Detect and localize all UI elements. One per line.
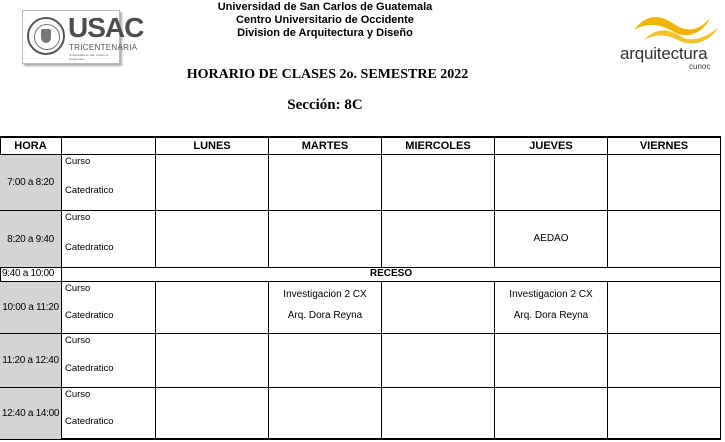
schedule-cell [382, 282, 495, 334]
arquitectura-logo-subtitle: cunoc [689, 62, 711, 71]
schedule-cell [269, 388, 382, 440]
row-labels [62, 211, 156, 268]
institution-university: Universidad de San Carlos de Guatemala [217, 1, 433, 13]
schedule-cell [495, 282, 608, 334]
schedule-cell [156, 282, 269, 334]
teacher-label: Catedratico [65, 185, 114, 196]
schedule-cell [608, 334, 721, 388]
usac-logo-tagline: Universidad de San Carlos de Guatemala [69, 53, 109, 61]
page-title: HORARIO DE CLASES 2o. SEMESTRE 2022 [186, 67, 469, 82]
course-label: Curso [65, 212, 91, 223]
arquitectura-logo [612, 8, 724, 72]
day-header-jueves: JUEVES [495, 138, 608, 155]
schedule-cell [608, 211, 721, 268]
teacher-name: Arq. Dora Reyna [513, 310, 589, 321]
section-label: Sección: 8C [287, 97, 363, 113]
institution-division: Division de Arquitectura y Diseño [237, 27, 413, 39]
course-name: AEDAO [533, 233, 569, 244]
time-slot: 8:20 a 9:40 [0, 211, 62, 268]
course-label: Curso [65, 335, 91, 346]
break-label: RECESO [62, 268, 721, 282]
schedule-cell [495, 211, 608, 268]
schedule-cell [495, 334, 608, 388]
institution-center: Centro Universitario de Occidente [236, 14, 414, 26]
schedule-cell [608, 388, 721, 440]
time-slot: 12:40 a 14:00 [0, 388, 62, 440]
university-seal-icon [27, 17, 65, 55]
teacher-label: Catedratico [65, 310, 114, 321]
break-time: 9:40 a 10:00 [0, 268, 62, 282]
day-header-martes: MARTES [269, 138, 382, 155]
schedule-cell [382, 211, 495, 268]
time-slot: 11:20 a 12:40 [0, 334, 62, 388]
schedule-cell [269, 282, 382, 334]
schedule-cell [382, 155, 495, 211]
schedule-cell [269, 155, 382, 211]
row-labels [62, 334, 156, 388]
schedule-table [0, 136, 721, 440]
schedule-cell [608, 155, 721, 211]
teacher-label: Catedratico [65, 416, 114, 427]
day-header-viernes: VIERNES [608, 138, 721, 155]
schedule-cell [269, 334, 382, 388]
usac-logo [22, 10, 144, 64]
schedule-cell [156, 155, 269, 211]
usac-logo-subtitle: TRICENTENARIA [69, 43, 138, 52]
course-label: Curso [65, 389, 91, 400]
swoosh-logo-icon [632, 10, 720, 44]
schedule-cell [608, 282, 721, 334]
day-header-miercoles: MIERCOLES [382, 138, 495, 155]
label-column-header [62, 138, 156, 155]
usac-logo-word: USAC [68, 12, 144, 43]
teacher-label: Catedratico [65, 242, 114, 253]
arquitectura-logo-word: arquitectura [620, 44, 708, 63]
schedule-cell [156, 388, 269, 440]
teacher-label: Catedratico [65, 363, 114, 374]
time-slot: 7:00 a 8:20 [0, 155, 62, 211]
schedule-cell [156, 334, 269, 388]
course-label: Curso [65, 156, 91, 167]
schedule-cell [156, 211, 269, 268]
schedule-cell [495, 155, 608, 211]
hora-header: HORA [0, 138, 62, 155]
schedule-cell [269, 211, 382, 268]
schedule-cell [495, 388, 608, 440]
course-name: Investigacion 2 CX [283, 289, 367, 300]
schedule-cell [382, 388, 495, 440]
row-labels [62, 155, 156, 211]
day-header-lunes: LUNES [156, 138, 269, 155]
teacher-name: Arq. Dora Reyna [287, 310, 363, 321]
row-labels [62, 388, 156, 440]
row-labels [62, 282, 156, 334]
course-label: Curso [65, 283, 91, 294]
course-name: Investigacion 2 CX [509, 289, 593, 300]
schedule-cell [382, 334, 495, 388]
time-slot: 10:00 a 11:20 [0, 282, 62, 334]
